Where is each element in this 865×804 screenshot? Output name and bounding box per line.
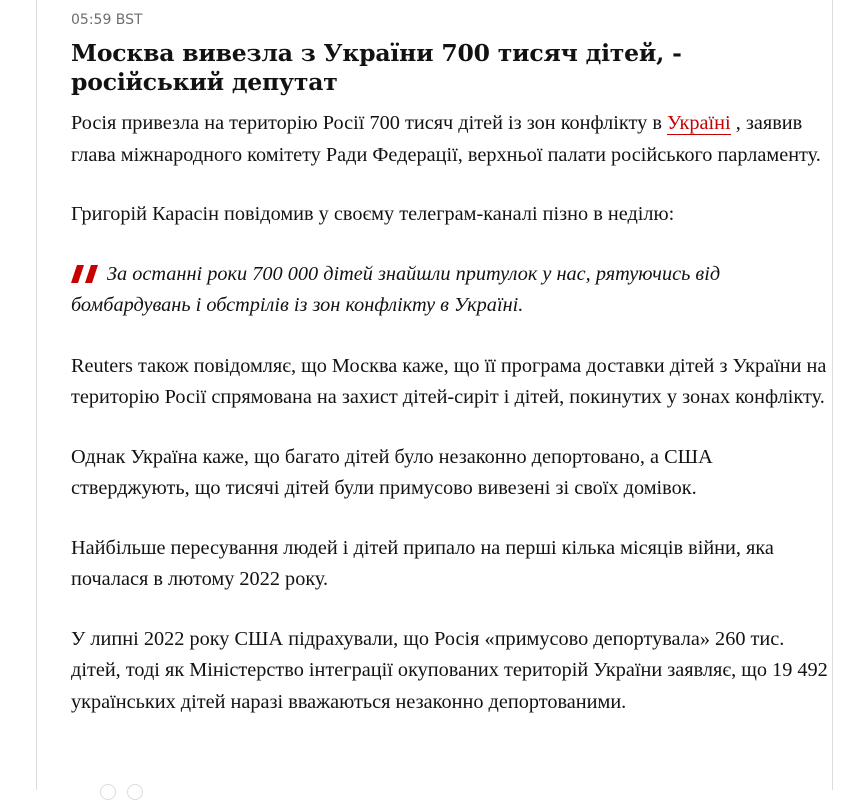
live-blog-post <box>71 10 836 746</box>
quote-icon <box>71 265 101 283</box>
paragraph-1 <box>71 108 836 171</box>
post-timestamp[interactable]: 05:59 BST <box>71 12 143 28</box>
paragraph-6: У липні 2022 року США підрахували, що Росія «примусово депортувала» 260 тис. дітей, тоді як Міністерство інтеграції окупованих територій України заявляє, що 19 492 українських дітей наразі вважаються незаконно депортованими. <box>71 627 828 713</box>
paragraph-5: Найбільше пересування людей і дітей припало на перші кілька місяців війни, яка почалася в лютому 2022 року. <box>71 536 774 590</box>
quote-text: За останні роки 700 000 дітей знайшли притулок у нас, рятуючись від бомбардувань і обстрілів із зон конфлікту в Україні. <box>71 262 721 316</box>
paragraph-2: Григорій Карасін повідомив у своєму телеграм-каналі пізно в неділю: <box>71 203 675 225</box>
post-headline: Москва вивезла з України 700 тисяч дітей, - російський депутат <box>71 39 682 96</box>
paragraph-4: Однак Україна каже, що багато дітей було незаконно депортовано, а США стверджують, що тисячі дітей були примусово вивезені зі своїх домівок. <box>71 445 713 499</box>
ukraine-link[interactable]: Україні <box>666 112 731 134</box>
share-button-1[interactable] <box>100 784 116 800</box>
paragraph-1-text-after: , заявив глава міжнародного комітету Ради Федерації, верхньої палати російського парламенту. <box>71 112 821 166</box>
paragraph-3: Reuters також повідомляє, що Москва каже, що її програма доставки дітей з України на територію Росії спрямована на захист дітей-сиріт і дітей, покинутих у зонах конфлікту. <box>71 354 827 408</box>
share-buttons-partial <box>100 784 149 804</box>
blockquote <box>71 259 836 322</box>
share-button-2[interactable] <box>127 784 143 800</box>
column-divider-left <box>36 0 37 790</box>
paragraph-1-text-before: Росія привезла на територію Росії 700 тисяч дітей із зон конфлікту в <box>71 112 667 134</box>
